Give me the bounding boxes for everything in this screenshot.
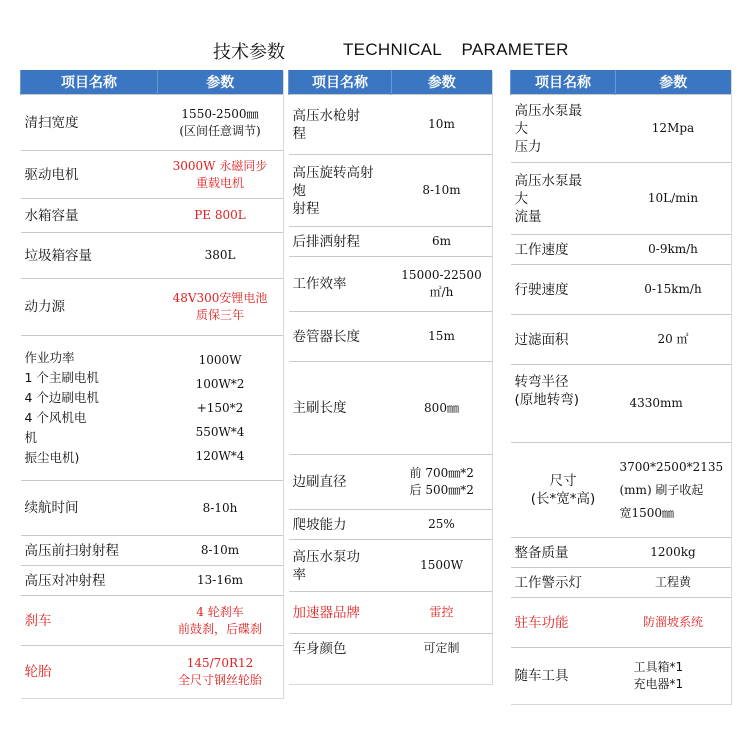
- spec-name: 爬坡能力: [289, 510, 392, 540]
- spec-name: 高压水泵最 大 流量: [511, 163, 616, 235]
- spec-value: 1000W 100W*2 +150*2 550W*4 120W*4: [158, 336, 283, 481]
- spec-value: 工具箱*1 充电器*1: [616, 648, 731, 704]
- spec-name: 高压旋转高射 炮 射程: [289, 155, 392, 227]
- spec-name: 工作速度: [511, 235, 616, 265]
- spec-name: 垃圾箱容量: [21, 233, 158, 279]
- spec-name: 过滤面积: [511, 315, 616, 365]
- spec-name: 轮胎: [21, 646, 158, 698]
- spec-value: 10L/min: [616, 163, 731, 235]
- page-title: [0, 38, 750, 62]
- spec-name: 高压水泵最 大 压力: [511, 95, 616, 163]
- spec-name: 水箱容量: [21, 199, 158, 233]
- title-english: TECHNICAL PARAMETER: [343, 40, 569, 59]
- spec-value: 0-9km/h: [616, 235, 731, 265]
- spec-value: 20 ㎡: [616, 315, 731, 365]
- spec-value: 3700*2500*2135 (mm) 刷子收起 宽1500㎜: [616, 443, 731, 538]
- header-value: 参数: [158, 70, 283, 95]
- spec-value: 4330mm: [616, 365, 731, 443]
- header-value: 参数: [392, 70, 492, 95]
- spec-value: 48V300安锂电池 质保三年: [158, 279, 283, 336]
- header-item-name: 项目名称: [21, 70, 158, 95]
- spec-value: 15000-22500 ㎡/h: [392, 257, 492, 312]
- spec-name: 车身颜色: [289, 634, 392, 684]
- spec-name: 边刷直径: [289, 455, 392, 510]
- spec-value: 8-10m: [392, 155, 492, 227]
- spec-value: 工程黄: [616, 568, 731, 598]
- spec-value: 1550-2500㎜ (区间任意调节): [158, 95, 283, 151]
- header-item-name: 项目名称: [511, 70, 616, 95]
- spec-value: 13-16m: [158, 566, 283, 596]
- header-value: 参数: [616, 70, 731, 95]
- spec-name: 后排洒射程: [289, 227, 392, 257]
- spec-value: 防溜坡系统: [616, 598, 731, 648]
- spec-name: 刹车: [21, 596, 158, 646]
- spec-name: 高压水泵功 率: [289, 540, 392, 592]
- spec-value: 10m: [392, 95, 492, 155]
- spec-value: 前 700㎜*2 后 500㎜*2: [392, 455, 492, 510]
- spec-value: 380L: [158, 233, 283, 279]
- spec-name: 清扫宽度: [21, 95, 158, 151]
- title-chinese: 技术参数: [213, 42, 285, 63]
- spec-value: 12Mpa: [616, 95, 731, 163]
- spec-name: 加速器品牌: [289, 592, 392, 634]
- spec-table-middle: [288, 70, 492, 684]
- spec-value: 1500W: [392, 540, 492, 592]
- spec-value: 雷控: [392, 592, 492, 634]
- spec-name: 整备质量: [511, 538, 616, 568]
- spec-name: 工作效率: [289, 257, 392, 312]
- spec-value: 6m: [392, 227, 492, 257]
- spec-name: 主刷长度: [289, 362, 392, 455]
- spec-value: 145/70R12 全尺寸钢丝轮胎: [158, 646, 283, 698]
- spec-value: 8-10h: [158, 481, 283, 536]
- spec-value: 15m: [392, 312, 492, 362]
- spec-table-right: [510, 70, 731, 704]
- spec-name: 工作警示灯: [511, 568, 616, 598]
- spec-name: 随车工具: [511, 648, 616, 704]
- spec-name: 行驶速度: [511, 265, 616, 315]
- spec-value: 3000W 永磁同步 重载电机: [158, 151, 283, 199]
- spec-value: 8-10m: [158, 536, 283, 566]
- spec-table-left: [20, 70, 283, 698]
- header-item-name: 项目名称: [289, 70, 392, 95]
- spec-name: 转弯半径 (原地转弯): [511, 365, 616, 443]
- spec-name: 高压对冲射程: [21, 566, 158, 596]
- spec-value: 800㎜: [392, 362, 492, 455]
- spec-name: 续航时间: [21, 481, 158, 536]
- spec-value: 4 轮刹车 前鼓刹，后碟刹: [158, 596, 283, 646]
- spec-value: 可定制: [392, 634, 492, 684]
- spec-value: PE 800L: [158, 199, 283, 233]
- spec-name: 高压前扫射射程: [21, 536, 158, 566]
- spec-name: 卷管器长度: [289, 312, 392, 362]
- spec-name: 驻车功能: [511, 598, 616, 648]
- spec-value: 0-15km/h: [616, 265, 731, 315]
- spec-name: 高压水枪射 程: [289, 95, 392, 155]
- spec-name: 驱动电机: [21, 151, 158, 199]
- spec-name: 动力源: [21, 279, 158, 336]
- spec-value: 25%: [392, 510, 492, 540]
- spec-name: 作业功率 1 个主刷电机 4 个边刷电机 4 个风机电 机 振尘电机): [21, 336, 158, 481]
- spec-value: 1200kg: [616, 538, 731, 568]
- spec-name: 尺寸 (长*宽*高): [511, 443, 616, 538]
